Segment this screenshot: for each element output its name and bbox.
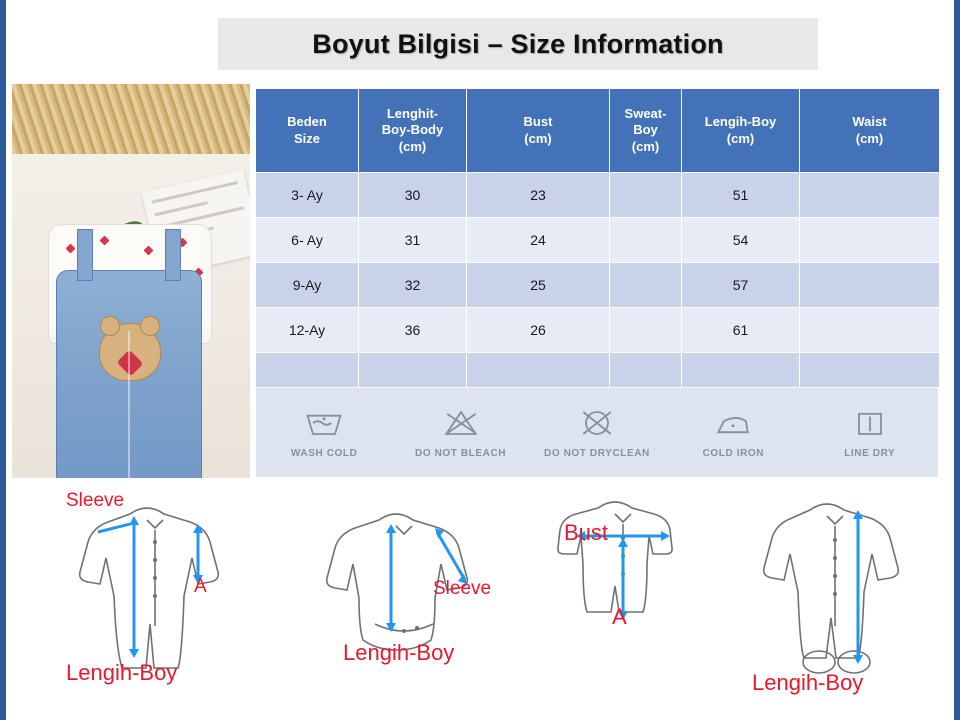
diagram-label-lengih-boy: Lengih-Boy	[752, 670, 864, 695]
table-row	[256, 308, 940, 353]
column-header-beden-size	[256, 89, 359, 173]
column-header-lenghit-boy-body	[359, 89, 467, 173]
header-line: Bust	[523, 114, 553, 130]
care-label: DO NOT DRYCLEAN	[544, 448, 650, 459]
column-header-waist	[800, 89, 940, 173]
cell-waist	[800, 263, 940, 308]
table-row	[256, 263, 940, 308]
cell-bust: 24	[467, 218, 610, 263]
header-line: (cm)	[524, 130, 552, 146]
header-line: (cm)	[398, 138, 427, 154]
cell-lengih-boy: 54	[682, 218, 800, 263]
heart-motif	[144, 246, 154, 256]
care-item-line-dry	[805, 406, 935, 459]
header-line: (cm)	[631, 138, 660, 154]
cell-sweat-boy	[610, 173, 682, 218]
cell-sweat-boy	[610, 263, 682, 308]
heart-motif	[66, 244, 76, 254]
header-line: Lengih-Boy	[704, 114, 777, 130]
bear-applique	[99, 323, 161, 381]
table-row	[256, 173, 940, 218]
garment-diagrams	[12, 484, 960, 718]
cell-size: 3- Ay	[256, 173, 359, 218]
overall-strap-left	[77, 229, 93, 281]
header-line: Beden	[287, 114, 327, 130]
column-header-sweat-boy	[610, 89, 682, 173]
paper-line	[155, 201, 208, 216]
bear-ear	[140, 316, 160, 336]
page-title	[218, 18, 818, 70]
diagram-footed-sleepsuit	[718, 484, 952, 718]
cell-size: 12-Ay	[256, 308, 359, 353]
bear-heart	[117, 350, 144, 377]
romper-outline	[38, 484, 272, 684]
do-not-bleach-icon	[439, 406, 483, 440]
header-line: Boy-Body	[381, 122, 444, 138]
diagram-label-sleeve: Sleeve	[433, 578, 492, 599]
header-line: (cm)	[855, 130, 884, 146]
header-line: (cm)	[726, 130, 755, 146]
diagram-label-sleeve: Sleeve	[66, 490, 125, 511]
cell-bust: 26	[467, 308, 610, 353]
size-table	[255, 88, 940, 398]
column-header-lengih-boy	[682, 89, 800, 173]
cell-size: 6- Ay	[256, 218, 359, 263]
diagram-label-bust: Bust	[564, 520, 609, 545]
cell-lenghit-boy-body: 30	[359, 173, 467, 218]
cell-waist	[800, 308, 940, 353]
header-line: Boy	[633, 122, 658, 138]
care-item-do-not-dryclean	[532, 406, 662, 459]
diagram-label-lengih-boy: Lengih-Boy	[66, 660, 178, 685]
size-table-wrapper	[255, 88, 939, 398]
header-line: Lenghit-	[386, 106, 439, 122]
cell-bust: 25	[467, 263, 610, 308]
cell-bust: 23	[467, 173, 610, 218]
diagram-short-romper	[502, 484, 736, 718]
care-item-cold-iron	[668, 406, 798, 459]
diagram-label-lengih-boy: Lengih-Boy	[343, 640, 455, 665]
cell-sweat-boy	[610, 308, 682, 353]
do-not-dryclean-icon	[575, 406, 619, 440]
diagram-romper-long-sleeve	[38, 484, 272, 718]
photo-denim-overall	[56, 270, 202, 478]
bear-ear	[100, 316, 120, 336]
cell-waist	[800, 173, 940, 218]
cell-lengih-boy: 57	[682, 263, 800, 308]
cell-lenghit-boy-body: 36	[359, 308, 467, 353]
cell-sweat-boy	[610, 218, 682, 263]
sleepsuit-outline	[718, 484, 952, 694]
page-title-text: Boyut Bilgisi – Size Information	[312, 28, 724, 59]
heart-motif	[100, 236, 110, 246]
line-dry-icon	[848, 406, 892, 440]
cell-lenghit-boy-body: 32	[359, 263, 467, 308]
cell-lengih-boy: 61	[682, 308, 800, 353]
cell-waist	[800, 218, 940, 263]
care-instruction-strip	[255, 387, 939, 478]
diagram-label-a: A	[194, 576, 207, 597]
overall-strap-right	[165, 229, 181, 281]
header-line: Sweat-	[624, 106, 667, 122]
care-item-do-not-bleach	[396, 406, 526, 459]
care-item-wash-cold	[259, 406, 389, 459]
cell-lengih-boy: 51	[682, 173, 800, 218]
cell-size: 9-Ay	[256, 263, 359, 308]
header-line: Waist	[852, 114, 887, 130]
diagram-label-a: A	[612, 604, 627, 629]
care-label: COLD IRON	[702, 448, 765, 459]
table-row	[256, 218, 940, 263]
cell-lenghit-boy-body: 31	[359, 218, 467, 263]
table-header-row	[256, 89, 940, 173]
product-photo	[12, 84, 250, 478]
header-line: Size	[293, 130, 320, 146]
diagram-bodysuit-long-sleeve	[287, 484, 521, 718]
care-label: LINE DRY	[844, 448, 896, 459]
wash-cold-icon	[302, 406, 346, 440]
care-label: WASH COLD	[290, 448, 358, 459]
column-header-bust	[467, 89, 610, 173]
cold-iron-icon	[711, 406, 755, 440]
short-romper-outline	[502, 484, 736, 684]
care-label: DO NOT BLEACH	[415, 448, 507, 459]
